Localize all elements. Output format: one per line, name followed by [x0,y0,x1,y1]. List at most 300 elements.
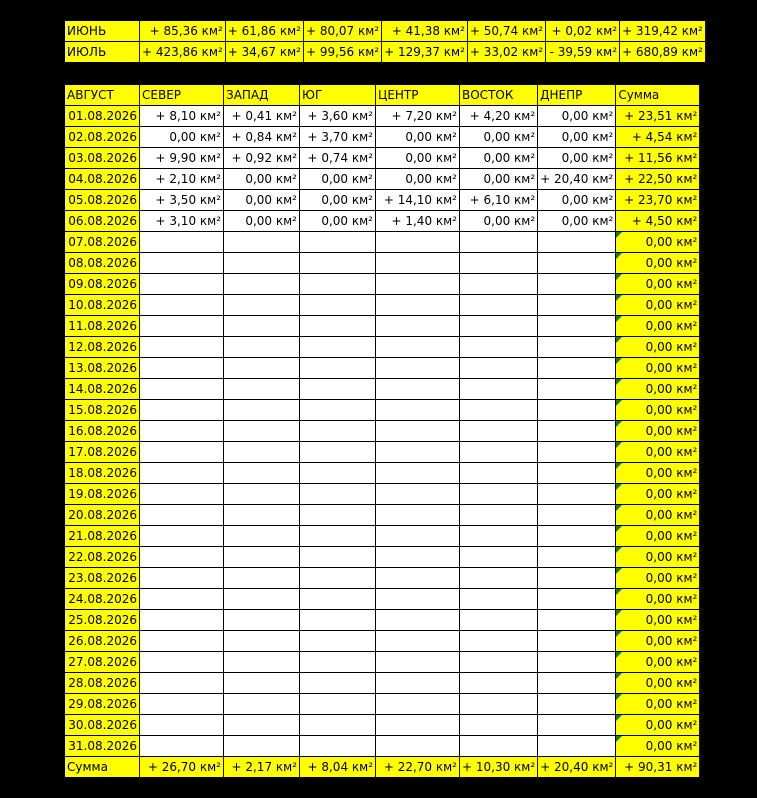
value-cell[interactable] [376,673,460,694]
value-cell[interactable]: + 9,90 км² [140,148,224,169]
summary-value-cell[interactable]: + 319,42 км² [620,21,706,42]
value-cell[interactable] [460,379,538,400]
value-cell[interactable] [538,484,616,505]
summary-value-cell[interactable]: + 61,86 км² [225,21,303,42]
value-cell[interactable] [140,715,224,736]
table-row [65,610,700,631]
value-cell[interactable] [140,484,224,505]
formula-warning-marker [616,484,622,490]
value-cell[interactable] [224,589,300,610]
value-cell[interactable] [300,484,376,505]
value-cell[interactable]: + 7,20 км² [376,106,460,127]
value-cell[interactable] [140,673,224,694]
value-cell[interactable] [460,274,538,295]
date-cell[interactable]: 03.08.2026 [65,148,140,169]
row-sum-cell[interactable] [616,715,700,736]
value-cell[interactable] [460,253,538,274]
row-sum-cell[interactable] [616,421,700,442]
value-cell[interactable] [376,610,460,631]
value-cell[interactable] [538,232,616,253]
value-cell[interactable]: + 1,40 км² [376,211,460,232]
value-cell[interactable] [376,379,460,400]
value-cell[interactable]: + 14,10 км² [376,190,460,211]
summary-value-cell[interactable]: + 99,56 км² [303,42,381,63]
value-cell[interactable] [460,673,538,694]
value-cell[interactable]: 0,00 км² [224,169,300,190]
value-cell[interactable]: + 0,74 км² [300,148,376,169]
row-sum-cell[interactable] [616,127,700,148]
table-row [65,211,700,232]
value-cell[interactable]: + 8,10 км² [140,106,224,127]
value-cell[interactable] [538,316,616,337]
value-cell[interactable] [224,274,300,295]
value-cell[interactable]: 0,00 км² [376,127,460,148]
table-row [65,274,700,295]
footer-total-cell[interactable]: + 90,31 км² [616,757,700,778]
value-cell[interactable] [224,505,300,526]
value-cell[interactable] [224,736,300,757]
row-sum-cell[interactable] [616,337,700,358]
value-cell[interactable] [224,568,300,589]
row-sum-cell[interactable] [616,589,700,610]
value-cell[interactable] [224,400,300,421]
value-cell[interactable] [376,715,460,736]
date-cell[interactable]: 16.08.2026 [65,421,140,442]
value-cell[interactable] [300,337,376,358]
value-cell[interactable] [300,673,376,694]
date-cell[interactable]: 25.08.2026 [65,610,140,631]
value-cell[interactable] [460,526,538,547]
date-cell[interactable]: 24.08.2026 [65,589,140,610]
value-cell[interactable] [376,505,460,526]
value-cell[interactable] [376,463,460,484]
row-sum-value: 0,00 км² [645,550,698,564]
value-cell[interactable] [300,358,376,379]
value-cell[interactable] [140,463,224,484]
footer-row [65,757,700,778]
value-cell[interactable]: 0,00 км² [538,190,616,211]
value-cell[interactable]: 0,00 км² [376,169,460,190]
value-cell[interactable] [376,631,460,652]
value-cell[interactable] [376,253,460,274]
date-cell[interactable]: 21.08.2026 [65,526,140,547]
value-cell[interactable] [538,736,616,757]
row-sum-cell[interactable] [616,547,700,568]
column-header-cell[interactable]: ЦЕНТР [376,85,460,106]
value-cell[interactable] [224,694,300,715]
value-cell[interactable] [376,274,460,295]
value-cell[interactable] [300,463,376,484]
value-cell[interactable] [376,442,460,463]
column-header-cell[interactable]: ЮГ [300,85,376,106]
value-cell[interactable] [224,673,300,694]
footer-total-cell[interactable]: + 2,17 км² [224,757,300,778]
value-cell[interactable]: + 3,70 км² [300,127,376,148]
value-cell[interactable]: 0,00 км² [224,190,300,211]
value-cell[interactable] [460,652,538,673]
value-cell[interactable] [376,568,460,589]
value-cell[interactable]: 0,00 км² [538,127,616,148]
column-header-cell[interactable]: ВОСТОК [460,85,538,106]
row-sum-value: 0,00 км² [645,592,698,606]
value-cell[interactable] [300,568,376,589]
value-cell[interactable] [538,652,616,673]
date-cell[interactable]: 31.08.2026 [65,736,140,757]
row-sum-cell[interactable] [616,694,700,715]
value-cell[interactable] [538,463,616,484]
date-cell[interactable]: 05.08.2026 [65,190,140,211]
value-cell[interactable]: 0,00 км² [538,211,616,232]
value-cell[interactable] [538,400,616,421]
row-sum-cell[interactable] [616,106,700,127]
value-cell[interactable] [538,610,616,631]
value-cell[interactable] [224,337,300,358]
row-sum-value: 0,00 км² [645,277,698,291]
footer-total-cell[interactable]: + 20,40 км² [538,757,616,778]
value-cell[interactable] [460,547,538,568]
date-cell[interactable]: 10.08.2026 [65,295,140,316]
row-sum-cell[interactable] [616,232,700,253]
value-cell[interactable] [300,505,376,526]
date-cell[interactable]: 18.08.2026 [65,463,140,484]
value-cell[interactable] [538,715,616,736]
value-cell[interactable] [140,379,224,400]
date-cell[interactable]: 08.08.2026 [65,253,140,274]
row-sum-cell[interactable] [616,526,700,547]
summary-value-cell[interactable]: + 33,02 км² [467,42,545,63]
value-cell[interactable] [376,295,460,316]
summary-value-cell[interactable]: + 50,74 км² [467,21,545,42]
value-cell[interactable] [140,631,224,652]
date-cell[interactable]: 19.08.2026 [65,484,140,505]
value-cell[interactable] [300,421,376,442]
row-sum-cell[interactable] [616,274,700,295]
column-header-cell[interactable]: Сумма [616,85,700,106]
date-cell[interactable]: 30.08.2026 [65,715,140,736]
value-cell[interactable] [140,736,224,757]
value-cell[interactable] [224,526,300,547]
value-cell[interactable] [300,316,376,337]
value-cell[interactable] [140,526,224,547]
value-cell[interactable] [300,694,376,715]
value-cell[interactable] [140,589,224,610]
value-cell[interactable] [460,631,538,652]
value-cell[interactable] [376,736,460,757]
row-sum-cell[interactable] [616,673,700,694]
value-cell[interactable] [538,505,616,526]
value-cell[interactable] [140,274,224,295]
value-cell[interactable] [460,505,538,526]
row-sum-cell[interactable] [616,463,700,484]
value-cell[interactable]: 0,00 км² [300,211,376,232]
date-cell[interactable]: 06.08.2026 [65,211,140,232]
value-cell[interactable]: + 0,92 км² [224,148,300,169]
row-sum-cell[interactable] [616,736,700,757]
value-cell[interactable] [376,484,460,505]
value-cell[interactable] [140,358,224,379]
value-cell[interactable] [224,715,300,736]
summary-value-cell[interactable]: + 41,38 км² [382,21,468,42]
summary-value-cell[interactable]: + 423,86 км² [140,42,226,63]
summary-value-cell[interactable]: - 39,59 км² [546,42,620,63]
row-sum-value: 0,00 км² [645,508,698,522]
value-cell[interactable] [460,337,538,358]
value-cell[interactable] [376,547,460,568]
summary-value-cell[interactable]: + 34,67 км² [225,42,303,63]
value-cell[interactable]: + 6,10 км² [460,190,538,211]
summary-value-cell[interactable]: + 85,36 км² [140,21,226,42]
value-cell[interactable]: + 2,10 км² [140,169,224,190]
row-sum-cell[interactable] [616,295,700,316]
value-cell[interactable] [224,379,300,400]
value-cell[interactable] [376,652,460,673]
value-cell[interactable] [538,442,616,463]
date-cell[interactable]: 26.08.2026 [65,631,140,652]
value-cell[interactable] [538,568,616,589]
value-cell[interactable] [376,232,460,253]
formula-warning-marker [616,442,622,448]
value-cell[interactable] [300,547,376,568]
value-cell[interactable] [300,631,376,652]
column-header-cell[interactable]: ЗАПАД [224,85,300,106]
value-cell[interactable] [300,253,376,274]
date-cell[interactable]: 12.08.2026 [65,337,140,358]
value-cell[interactable]: + 20,40 км² [538,169,616,190]
footer-total-cell[interactable]: + 8,04 км² [300,757,376,778]
summary-value-cell[interactable]: + 680,89 км² [620,42,706,63]
value-cell[interactable] [376,358,460,379]
date-cell[interactable]: 15.08.2026 [65,400,140,421]
formula-warning-marker [616,526,622,532]
value-cell[interactable] [300,652,376,673]
table-row [65,190,700,211]
value-cell[interactable] [300,400,376,421]
value-cell[interactable] [300,232,376,253]
value-cell[interactable] [140,568,224,589]
row-sum-cell[interactable] [616,484,700,505]
date-cell[interactable]: 29.08.2026 [65,694,140,715]
value-cell[interactable] [300,715,376,736]
value-cell[interactable] [300,379,376,400]
value-cell[interactable] [460,568,538,589]
value-cell[interactable] [538,547,616,568]
row-sum-cell[interactable] [616,358,700,379]
value-cell[interactable] [460,589,538,610]
value-cell[interactable] [140,253,224,274]
date-cell[interactable]: 04.08.2026 [65,169,140,190]
value-cell[interactable] [538,379,616,400]
value-cell[interactable]: + 4,20 км² [460,106,538,127]
value-cell[interactable] [460,421,538,442]
date-cell[interactable]: 11.08.2026 [65,316,140,337]
value-cell[interactable] [224,358,300,379]
summary-value-cell[interactable]: + 129,37 км² [382,42,468,63]
value-cell[interactable] [224,232,300,253]
value-cell[interactable] [460,736,538,757]
value-cell[interactable] [538,295,616,316]
value-cell[interactable] [140,694,224,715]
value-cell[interactable] [300,610,376,631]
column-header-cell[interactable]: ДНЕПР [538,85,616,106]
value-cell[interactable]: 0,00 км² [460,148,538,169]
summary-value-cell[interactable]: + 0,02 км² [546,21,620,42]
value-cell[interactable] [538,694,616,715]
row-sum-cell[interactable] [616,169,700,190]
row-sum-value: + 23,70 км² [624,193,698,207]
value-cell[interactable] [538,274,616,295]
value-cell[interactable] [140,316,224,337]
row-sum-cell[interactable] [616,631,700,652]
row-sum-cell[interactable] [616,505,700,526]
value-cell[interactable] [224,547,300,568]
value-cell[interactable] [460,442,538,463]
value-cell[interactable] [376,337,460,358]
value-cell[interactable] [538,358,616,379]
value-cell[interactable] [376,589,460,610]
row-sum-cell[interactable] [616,400,700,421]
value-cell[interactable]: 0,00 км² [460,127,538,148]
value-cell[interactable]: 0,00 км² [460,169,538,190]
value-cell[interactable] [140,232,224,253]
value-cell[interactable] [300,736,376,757]
date-cell[interactable]: 02.08.2026 [65,127,140,148]
value-cell[interactable]: + 3,60 км² [300,106,376,127]
value-cell[interactable] [460,295,538,316]
value-cell[interactable] [376,316,460,337]
value-cell[interactable] [140,295,224,316]
date-cell[interactable]: 09.08.2026 [65,274,140,295]
value-cell[interactable] [376,400,460,421]
value-cell[interactable] [300,274,376,295]
value-cell[interactable]: 0,00 км² [300,169,376,190]
value-cell[interactable] [460,484,538,505]
row-sum-value: 0,00 км² [645,424,698,438]
value-cell[interactable] [140,337,224,358]
row-sum-cell[interactable] [616,442,700,463]
row-sum-cell[interactable] [616,316,700,337]
value-cell[interactable]: 0,00 км² [140,127,224,148]
value-cell[interactable] [460,715,538,736]
value-cell[interactable] [460,232,538,253]
row-sum-value: 0,00 км² [645,739,698,753]
date-cell[interactable]: 23.08.2026 [65,568,140,589]
column-header-cell[interactable]: СЕВЕР [140,85,224,106]
row-sum-cell[interactable] [616,148,700,169]
value-cell[interactable] [140,652,224,673]
date-cell[interactable]: 07.08.2026 [65,232,140,253]
date-cell[interactable]: 13.08.2026 [65,358,140,379]
value-cell[interactable] [538,337,616,358]
value-cell[interactable]: 0,00 км² [538,148,616,169]
value-cell[interactable] [538,253,616,274]
value-cell[interactable]: + 3,50 км² [140,190,224,211]
value-cell[interactable]: + 0,84 км² [224,127,300,148]
value-cell[interactable] [460,610,538,631]
value-cell[interactable] [224,652,300,673]
value-cell[interactable]: 0,00 км² [538,106,616,127]
footer-label-cell[interactable]: Сумма [65,757,140,778]
value-cell[interactable] [224,421,300,442]
value-cell[interactable] [140,442,224,463]
row-sum-cell[interactable] [616,610,700,631]
value-cell[interactable] [140,610,224,631]
date-cell[interactable]: 14.08.2026 [65,379,140,400]
date-cell[interactable]: 20.08.2026 [65,505,140,526]
footer-total-cell[interactable]: + 26,70 км² [140,757,224,778]
row-sum-cell[interactable] [616,190,700,211]
month-label-cell[interactable]: ИЮНЬ [65,21,140,42]
value-cell[interactable] [140,505,224,526]
value-cell[interactable] [224,253,300,274]
august-table [64,84,700,778]
date-cell[interactable]: 01.08.2026 [65,106,140,127]
date-cell[interactable]: 28.08.2026 [65,673,140,694]
date-cell[interactable]: 22.08.2026 [65,547,140,568]
row-sum-cell[interactable] [616,652,700,673]
formula-warning-marker [616,400,622,406]
value-cell[interactable]: 0,00 км² [460,211,538,232]
header-row [65,85,700,106]
value-cell[interactable] [224,484,300,505]
summary-value-cell[interactable]: + 80,07 км² [303,21,381,42]
value-cell[interactable] [538,526,616,547]
value-cell[interactable] [376,526,460,547]
row-sum-cell[interactable] [616,253,700,274]
footer-total-cell[interactable]: + 22,70 км² [376,757,460,778]
value-cell[interactable] [140,547,224,568]
date-cell[interactable]: 17.08.2026 [65,442,140,463]
value-cell[interactable] [460,463,538,484]
value-cell[interactable]: 0,00 км² [300,190,376,211]
value-cell[interactable]: 0,00 км² [376,148,460,169]
value-cell[interactable] [376,694,460,715]
value-cell[interactable] [224,442,300,463]
value-cell[interactable] [460,400,538,421]
value-cell[interactable] [300,295,376,316]
value-cell[interactable] [538,673,616,694]
value-cell[interactable] [224,295,300,316]
value-cell[interactable] [538,421,616,442]
value-cell[interactable] [300,442,376,463]
value-cell[interactable] [140,400,224,421]
value-cell[interactable] [538,631,616,652]
value-cell[interactable] [224,463,300,484]
row-sum-value: 0,00 км² [645,340,698,354]
value-cell[interactable] [300,526,376,547]
value-cell[interactable] [538,589,616,610]
month-label-cell[interactable]: ИЮЛЬ [65,42,140,63]
value-cell[interactable] [460,694,538,715]
value-cell[interactable]: + 0,41 км² [224,106,300,127]
value-cell[interactable] [224,631,300,652]
formula-warning-marker [616,337,622,343]
value-cell[interactable] [224,610,300,631]
value-cell[interactable]: + 3,10 км² [140,211,224,232]
footer-total-cell[interactable]: + 10,30 км² [460,757,538,778]
value-cell[interactable] [140,421,224,442]
value-cell[interactable] [460,358,538,379]
value-cell[interactable] [224,316,300,337]
value-cell[interactable] [300,589,376,610]
row-sum-cell[interactable] [616,568,700,589]
row-sum-cell[interactable] [616,211,700,232]
value-cell[interactable]: 0,00 км² [224,211,300,232]
date-cell[interactable]: 27.08.2026 [65,652,140,673]
column-header-cell[interactable]: АВГУСТ [65,85,140,106]
value-cell[interactable] [460,316,538,337]
row-sum-cell[interactable] [616,379,700,400]
value-cell[interactable] [376,421,460,442]
